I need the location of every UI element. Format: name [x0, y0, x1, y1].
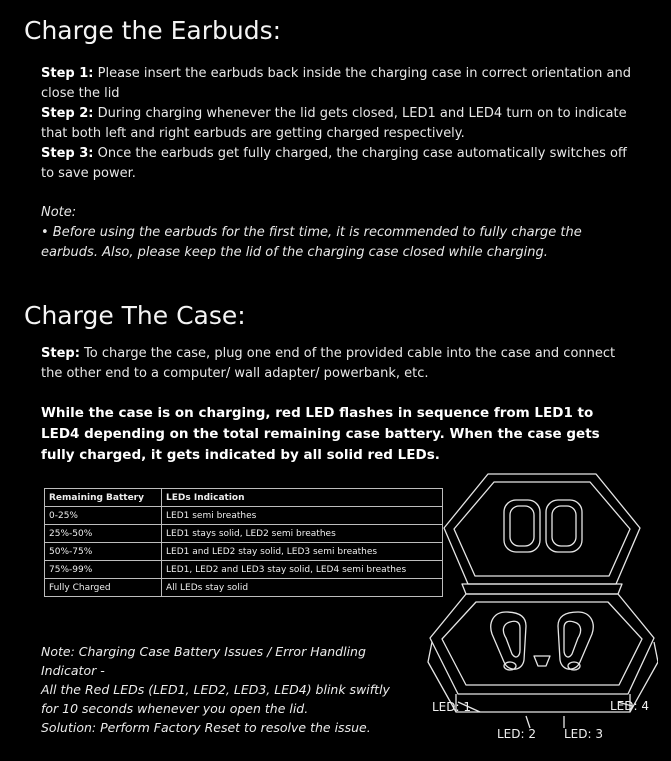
note2-line3: Solution: Perform Factory Reset to resolve the issue.: [41, 720, 371, 735]
note2-line2: All the Red LEDs (LED1, LED2, LED3, LED4) blink swiftly for 10 seconds whenever you open the lid.: [41, 682, 390, 716]
step-2: Step 2: During charging whenever the lid gets closed, LED1 and LED4 turn on to indicate that both left and right earbuds are getting charged respectively.: [41, 106, 627, 141]
battery-cell: Fully Charged: [45, 579, 162, 597]
led1-label: LED: 1: [432, 700, 471, 714]
led-cell: LED1 and LED2 stay solid, LED3 semi breathes: [162, 543, 443, 561]
step-1: Step 1: Please insert the earbuds back inside the charging case in correct orientation and close the lid: [41, 66, 631, 101]
table-row: [45, 525, 443, 543]
header-remaining-battery: Remaining Battery: [45, 489, 162, 507]
table-row: [45, 579, 443, 597]
note-label: Note:: [41, 205, 77, 220]
step-3: Step 3: Once the earbuds get fully charged, the charging case automatically switches off to save power.: [41, 146, 627, 181]
battery-cell: 50%-75%: [45, 543, 162, 561]
led-indication-table: [44, 488, 443, 597]
header-leds-indication: LEDs Indication: [162, 489, 443, 507]
battery-cell: 0-25%: [45, 507, 162, 525]
led-cell: LED1 stays solid, LED2 semi breathes: [162, 525, 443, 543]
note2-line1: Note: Charging Case Battery Issues / Error Handling Indicator -: [41, 644, 366, 678]
led-cell: LED1, LED2 and LED3 stay solid, LED4 semi breathes: [162, 561, 443, 579]
case-led-info: While the case is on charging, red LED flashes in sequence from LED1 to LED4 depending on the total remaining case battery. When the case gets fully charged, it gets indicated by all solid red LEDs.: [41, 405, 600, 463]
table-row: [45, 507, 443, 525]
table-row: [45, 543, 443, 561]
battery-cell: 75%-99%: [45, 561, 162, 579]
earbuds-steps: [41, 64, 641, 184]
led3-label: LED: 3: [564, 727, 603, 741]
earbuds-title: Charge the Earbuds:: [24, 16, 282, 45]
error-handling-note: [41, 642, 401, 737]
table-row: [45, 561, 443, 579]
battery-cell: 25%-50%: [45, 525, 162, 543]
table-header-row: [45, 489, 443, 507]
led4-label: LED: 4: [610, 699, 649, 713]
led-cell: LED1 semi breathes: [162, 507, 443, 525]
earbuds-note: [41, 203, 601, 263]
case-title: Charge The Case:: [24, 301, 246, 330]
led-cell: All LEDs stay solid: [162, 579, 443, 597]
case-step: Step: To charge the case, plug one end of the provided cable into the case and connect the other end to a computer/ wall adapter/ powerbank, etc.: [41, 346, 616, 381]
led2-label: LED: 2: [497, 727, 536, 741]
charging-case-diagram: [418, 466, 658, 736]
note-text: • Before using the earbuds for the first time, it is recommended to fully charge the earbuds. Also, please keep the lid of the charging case closed while charging.: [41, 225, 582, 260]
